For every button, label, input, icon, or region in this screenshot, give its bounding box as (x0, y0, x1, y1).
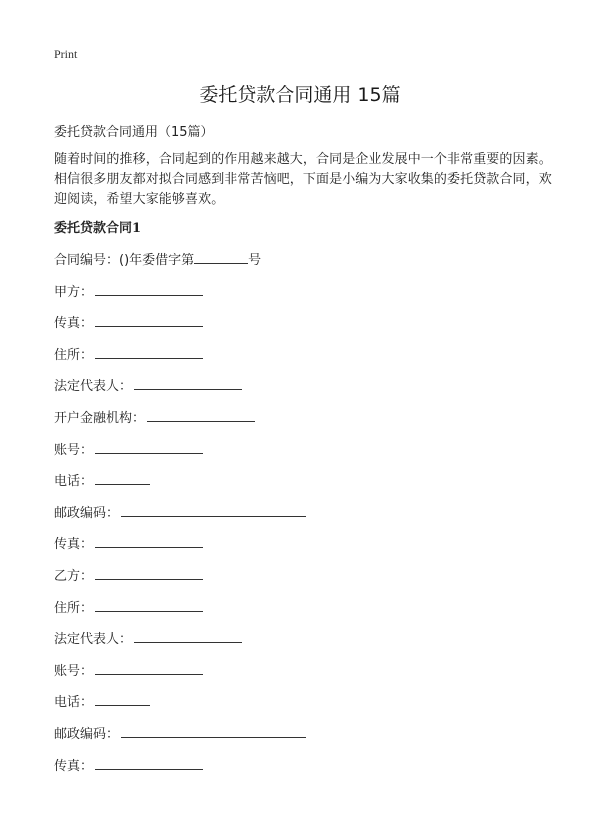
field-fax-a2 (54, 533, 554, 565)
fill-blank (95, 281, 203, 296)
field-label: 甲方： (54, 284, 94, 300)
field-label: 住所： (54, 600, 94, 616)
field-legal-rep-a (54, 375, 554, 407)
section-heading: 委托贷款合同1 (54, 221, 142, 236)
contract-number-blank (194, 249, 248, 264)
field-label: 传真： (54, 758, 94, 774)
field-label: 法定代表人： (54, 632, 133, 648)
fill-blank (121, 502, 306, 517)
field-fax-b (54, 755, 554, 787)
fill-blank (95, 439, 203, 454)
field-label: 电话： (54, 695, 94, 711)
field-label: 账号： (54, 663, 94, 679)
fill-blank (134, 628, 242, 643)
field-phone-a (54, 470, 554, 502)
field-fax-a (54, 312, 554, 344)
fill-blank (121, 723, 306, 738)
contract-number-prefix: 合同编号：()年委借字第 (54, 253, 195, 268)
field-label: 住所： (54, 347, 94, 363)
fill-blank (95, 691, 150, 706)
field-account-b (54, 660, 554, 692)
field-label: 电话： (54, 474, 94, 490)
field-label: 邮政编码： (54, 505, 120, 521)
fill-blank (95, 660, 203, 675)
field-label: 邮政编码： (54, 726, 120, 742)
field-postcode-a (54, 502, 554, 534)
field-account-a (54, 439, 554, 471)
field-label: 开户金融机构： (54, 410, 146, 426)
field-label: 法定代表人： (54, 379, 133, 395)
contract-number-line (54, 249, 554, 281)
fill-blank (95, 470, 150, 485)
field-phone-b (54, 691, 554, 723)
fill-blank (134, 375, 242, 390)
fill-blank (95, 344, 203, 359)
document-subtitle: 委托贷款合同通用（15篇） (54, 125, 214, 140)
print-link[interactable]: Print (54, 47, 78, 61)
field-address-a (54, 344, 554, 376)
fill-blank (95, 312, 203, 327)
fill-blank (95, 565, 203, 580)
field-address-b (54, 597, 554, 629)
field-legal-rep-b (54, 628, 554, 660)
fill-blank (95, 533, 203, 548)
field-label: 传真： (54, 316, 94, 332)
field-party-b (54, 565, 554, 597)
intro-paragraph: 随着时间的推移，合同起到的作用越来越大，合同是企业发展中一个非常重要的因素。相信很多朋友都对拟合同感到非常苦恼吧，下面是小编为大家收集的委托贷款合同，欢迎阅读，希望大家能够喜欢。 (54, 152, 552, 207)
fill-blank (95, 755, 203, 770)
fill-blank (147, 407, 255, 422)
field-label: 传真： (54, 537, 94, 553)
field-label: 乙方： (54, 568, 94, 584)
field-party-a (54, 281, 554, 313)
fill-blank (95, 597, 203, 612)
field-bank-a (54, 407, 554, 439)
contract-field-list (54, 249, 554, 786)
document-title: 委托贷款合同通用 15篇 (199, 84, 401, 106)
contract-number-suffix: 号 (248, 253, 262, 268)
field-postcode-b (54, 723, 554, 755)
field-label: 账号： (54, 442, 94, 458)
